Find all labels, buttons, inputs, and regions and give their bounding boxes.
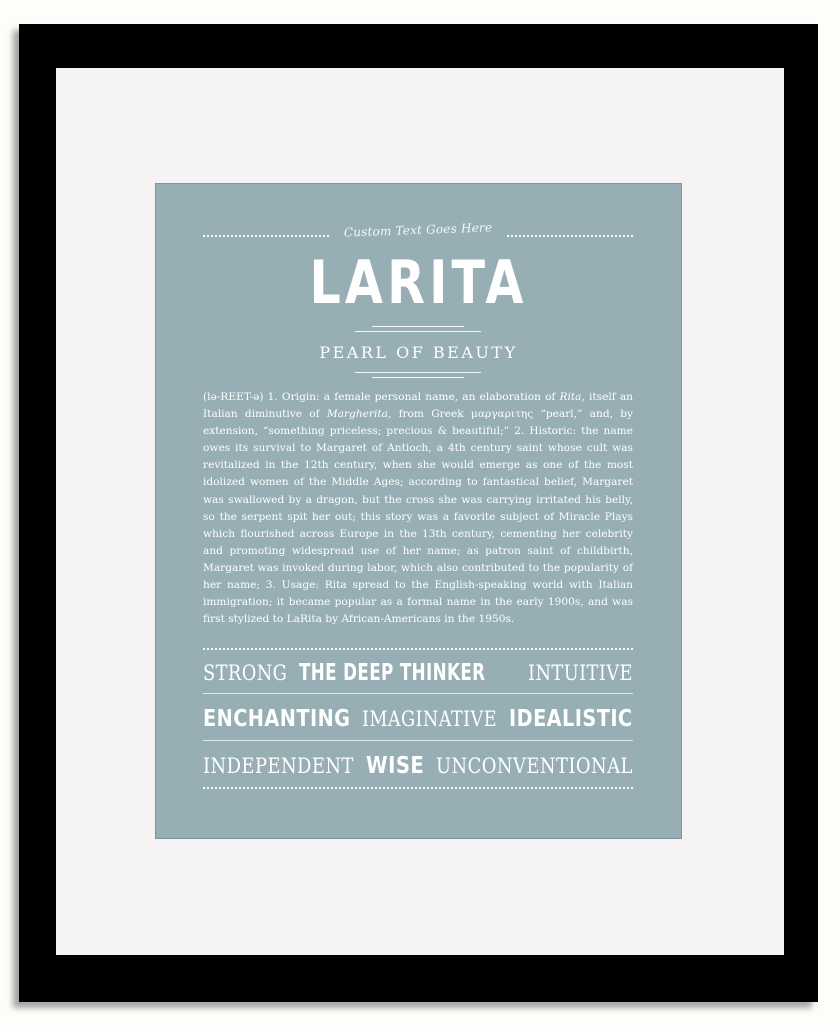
name-definition: [203, 389, 633, 628]
traits-row: [203, 702, 633, 736]
trait-word-highlight: [299, 656, 516, 690]
name-art-print: [155, 183, 682, 839]
definition-text: , from Greek μαργαριτης “pearl,” and, by extension, “something priceless; precious & beautiful;” 2. Historic: the name owes its survival to Margaret of Antioch, a 4th century saint whose cult was revitalized in the 12th century, when she would emerge as one of the most idolized women of the Middle Ages; according to fantastical belief, Margaret was swallowed by a dragon, but the cross she was carrying irritated his belly, so the serpent spit her out; this story was a favorite subject of Miracle Plays which flourished across Europe in the 13th century, cementing her celebrity and promoting widespread use of her name; as patron saint of childbirth, Margaret was invoked during labor, which also contributed to the popularity of her name; 3. Usage: Rita spread to the English-speaking world with Italian immigration; it became popular as a formal name in the early 1900s, and was first stylized to LaRita by African-Americans in the 1950s.: [203, 408, 633, 626]
traits-divider: [203, 740, 633, 741]
definition-text: (lə-REET-ə) 1. Origin: a female personal name, an elaboration of: [203, 391, 560, 403]
rule-bottom-short: [372, 377, 464, 378]
traits-divider: [203, 693, 633, 694]
rule-bottom-long: [355, 372, 481, 373]
trait-word: [362, 702, 497, 736]
trait-word: [528, 656, 633, 690]
dotted-divider-right: [507, 235, 633, 237]
trait-word-text: UNCONVENTIONAL: [436, 754, 633, 778]
dotted-divider-traits-bottom: [203, 787, 633, 789]
trait-word-highlight: [509, 702, 633, 736]
trait-word-highlight: [203, 702, 350, 736]
trait-word-text: INTUITIVE: [528, 661, 633, 685]
trait-word: [436, 749, 633, 783]
trait-word: [203, 656, 287, 690]
definition-text-italic: Margherita: [326, 408, 388, 421]
dotted-divider-traits-top: [203, 648, 633, 650]
trait-word-highlight-text: ENCHANTING: [203, 706, 351, 732]
trait-word-highlight: [366, 749, 424, 783]
picture-frame: [19, 24, 818, 1002]
dotted-divider-left: [203, 235, 329, 237]
definition-text: , itself an Italian diminutive of: [203, 391, 633, 421]
trait-word-highlight-text: IDEALISTIC: [509, 706, 633, 732]
name-title: LARITA: [309, 248, 528, 318]
rule-top-long: [355, 331, 481, 332]
traits-row: [203, 749, 633, 783]
custom-text: Custom Text Goes Here: [343, 220, 493, 240]
name-meaning: PEARL OF BEAUTY: [319, 343, 518, 362]
traits-row: [203, 656, 633, 690]
rule-top-short: [372, 326, 464, 327]
custom-text-row: [203, 220, 633, 247]
trait-word-text: IMAGINATIVE: [362, 707, 498, 731]
trait-word: [203, 749, 354, 783]
frame-mat: [56, 68, 784, 955]
definition-text-italic: Rita: [559, 391, 582, 403]
trait-word-highlight-text: WISE: [365, 753, 425, 779]
trait-word-text: STRONG: [203, 661, 288, 685]
trait-word-text: INDEPENDENT: [203, 754, 354, 778]
trait-word-highlight-text: THE DEEP THINKER: [299, 660, 486, 686]
